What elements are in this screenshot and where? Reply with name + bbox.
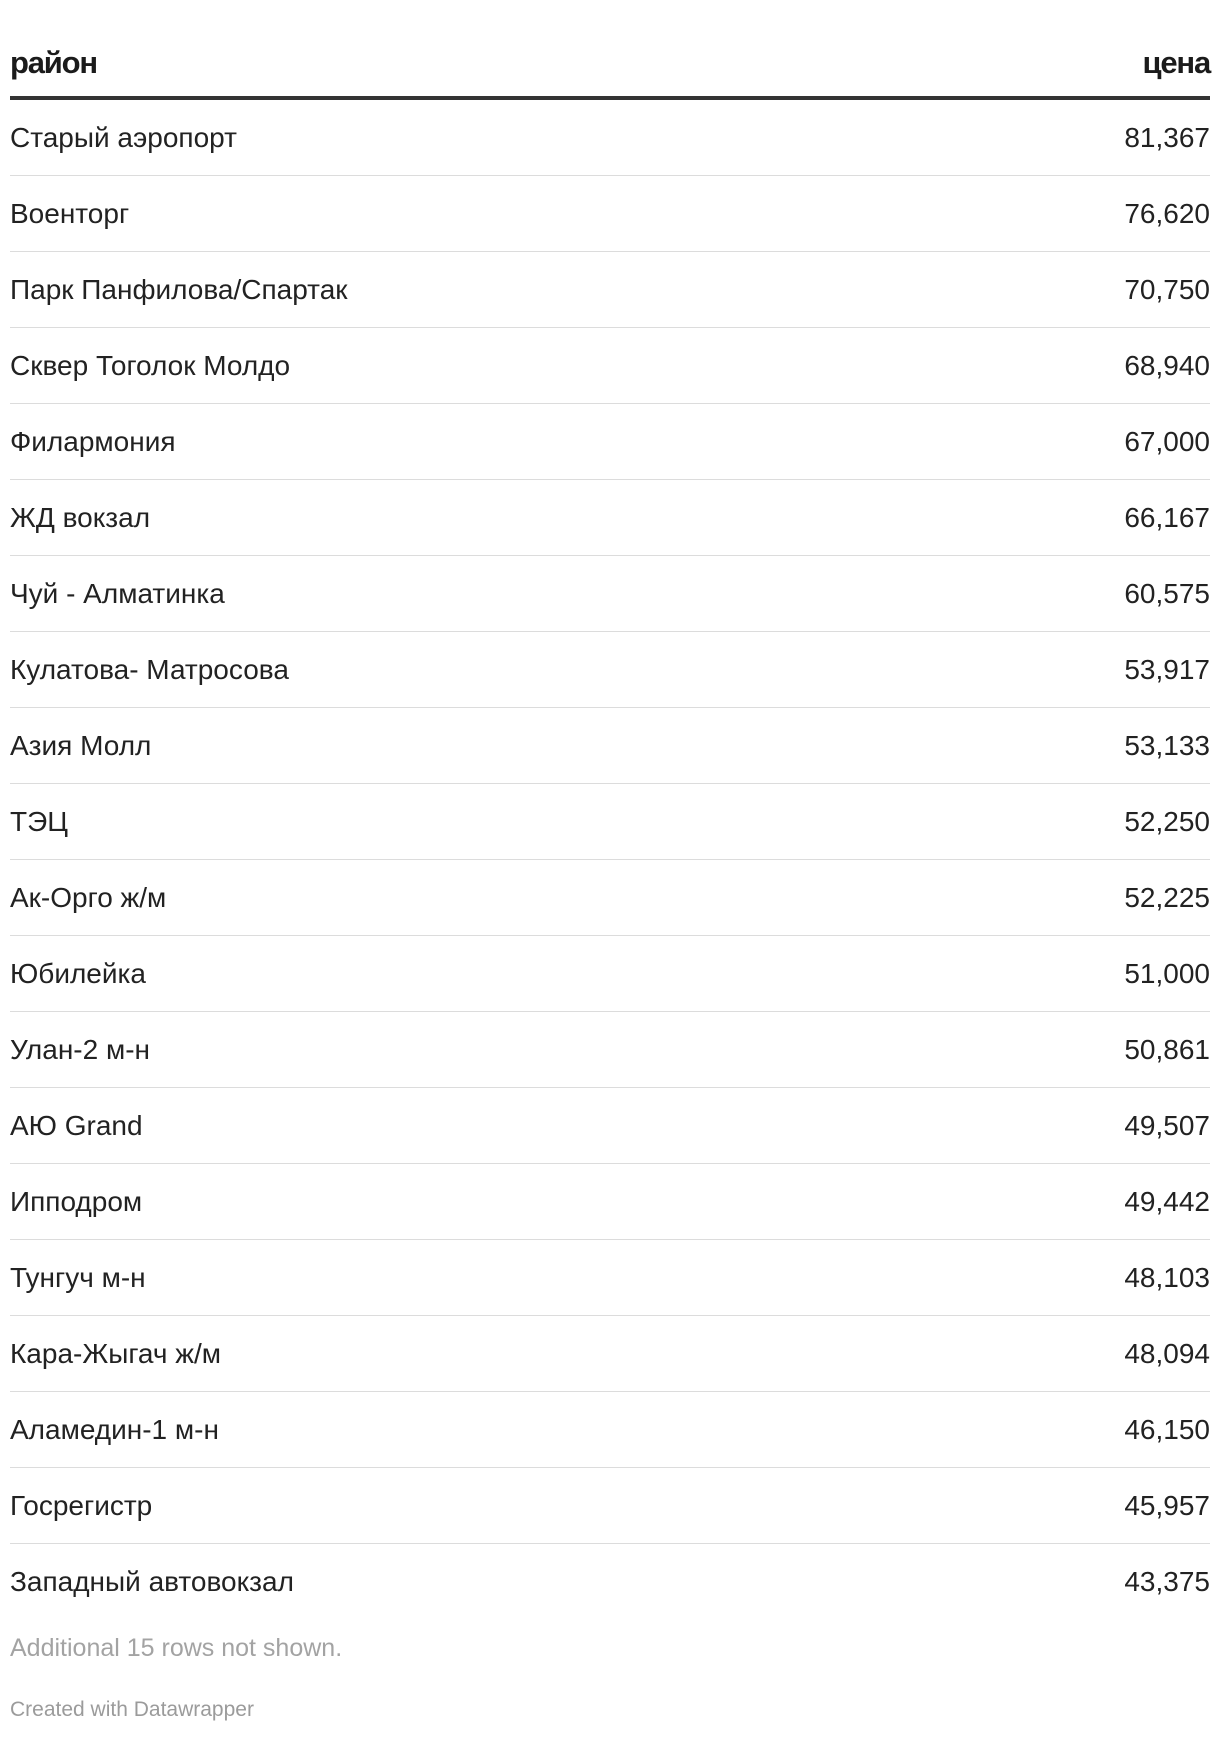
price-cell: 53,133 bbox=[850, 708, 1210, 784]
table-row bbox=[10, 936, 1210, 1012]
table-row bbox=[10, 784, 1210, 860]
price-cell: 60,575 bbox=[850, 556, 1210, 632]
price-cell: 49,442 bbox=[850, 1164, 1210, 1240]
data-table bbox=[10, 30, 1210, 1619]
table-row bbox=[10, 1468, 1210, 1544]
table-row bbox=[10, 252, 1210, 328]
column-header-price[interactable]: цена bbox=[850, 30, 1210, 98]
table-body bbox=[10, 98, 1210, 1619]
table-header bbox=[10, 30, 1210, 98]
price-cell: 52,225 bbox=[850, 860, 1210, 936]
table-row bbox=[10, 1544, 1210, 1620]
header-row bbox=[10, 30, 1210, 98]
district-cell: Чуй - Алматинка bbox=[10, 556, 850, 632]
district-cell: Госрегистр bbox=[10, 1468, 850, 1544]
table-row bbox=[10, 860, 1210, 936]
price-cell: 46,150 bbox=[850, 1392, 1210, 1468]
price-cell: 76,620 bbox=[850, 176, 1210, 252]
district-cell: ТЭЦ bbox=[10, 784, 850, 860]
price-cell: 48,094 bbox=[850, 1316, 1210, 1392]
price-cell: 66,167 bbox=[850, 480, 1210, 556]
table-row bbox=[10, 1088, 1210, 1164]
district-cell: Парк Панфилова/Спартак bbox=[10, 252, 850, 328]
district-cell: Кулатова- Матросова bbox=[10, 632, 850, 708]
price-cell: 53,917 bbox=[850, 632, 1210, 708]
price-cell: 81,367 bbox=[850, 98, 1210, 176]
table-row bbox=[10, 708, 1210, 784]
table-row bbox=[10, 1392, 1210, 1468]
table-row bbox=[10, 328, 1210, 404]
hidden-rows-note: Additional 15 rows not shown. bbox=[10, 1634, 343, 1662]
table-row bbox=[10, 176, 1210, 252]
price-cell: 52,250 bbox=[850, 784, 1210, 860]
price-cell: 70,750 bbox=[850, 252, 1210, 328]
price-cell: 51,000 bbox=[850, 936, 1210, 1012]
district-cell: Старый аэропорт bbox=[10, 98, 850, 176]
table-row bbox=[10, 404, 1210, 480]
district-cell: Филармония bbox=[10, 404, 850, 480]
price-cell: 45,957 bbox=[850, 1468, 1210, 1544]
district-cell: Кара-Жыгач ж/м bbox=[10, 1316, 850, 1392]
table-row bbox=[10, 98, 1210, 176]
credit-link[interactable]: Created with Datawrapper bbox=[10, 1698, 254, 1721]
price-cell: 48,103 bbox=[850, 1240, 1210, 1316]
district-cell: Ак-Орго ж/м bbox=[10, 860, 850, 936]
district-cell: ЖД вокзал bbox=[10, 480, 850, 556]
price-cell: 68,940 bbox=[850, 328, 1210, 404]
price-cell: 67,000 bbox=[850, 404, 1210, 480]
district-cell: Западный автовокзал bbox=[10, 1565, 294, 1597]
district-cell: АЮ Grand bbox=[10, 1088, 850, 1164]
district-cell: Азия Молл bbox=[10, 708, 850, 784]
price-cell: 49,507 bbox=[850, 1088, 1210, 1164]
district-cell: Военторг bbox=[10, 176, 850, 252]
column-header-district[interactable]: район bbox=[10, 30, 850, 98]
district-cell: Улан-2 м-н bbox=[10, 1012, 850, 1088]
table-row bbox=[10, 556, 1210, 632]
district-cell: Тунгуч м-н bbox=[10, 1240, 850, 1316]
table-row bbox=[10, 1012, 1210, 1088]
table-row bbox=[10, 1240, 1210, 1316]
district-cell: Ипподром bbox=[10, 1164, 850, 1240]
table-row bbox=[10, 632, 1210, 708]
district-cell: Сквер Тоголок Молдо bbox=[10, 328, 850, 404]
table-row bbox=[10, 1164, 1210, 1240]
price-cell: 43,375 bbox=[1124, 1565, 1210, 1597]
district-cell: Аламедин-1 м-н bbox=[10, 1392, 850, 1468]
district-cell: Юбилейка bbox=[10, 936, 850, 1012]
price-cell: 50,861 bbox=[850, 1012, 1210, 1088]
table-row bbox=[10, 1316, 1210, 1392]
table-row bbox=[10, 480, 1210, 556]
